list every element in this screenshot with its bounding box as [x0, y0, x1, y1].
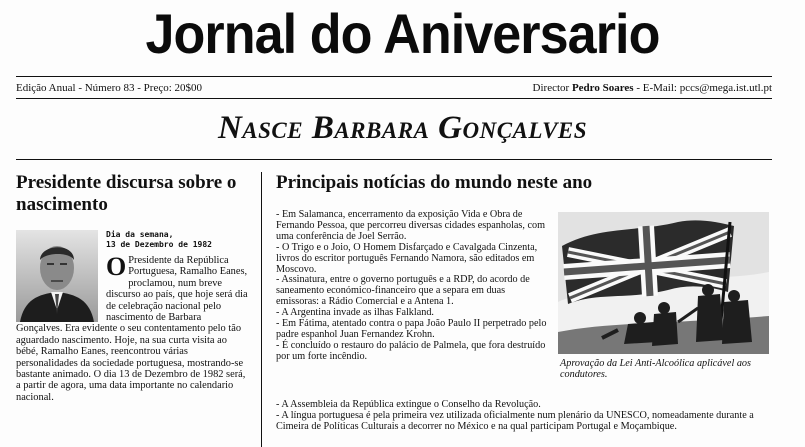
column-divider — [261, 172, 262, 447]
news-item: - O Trigo e o Joio, O Homem Disfarçado e Cavalgada Cinzenta, livros do escritor português Fernando Namora, são editados em Moscovo. — [276, 241, 538, 275]
right-article-title: Principais notícias do mundo neste ano — [276, 172, 593, 193]
masthead — [0, 0, 805, 70]
info-bar — [16, 81, 772, 95]
soldiers-flag-photo-icon — [558, 212, 769, 354]
info-rule — [16, 98, 772, 99]
newspaper-title: Jornal do Aniversario — [145, 2, 660, 65]
left-article-title: Presidente discursa sobre o nascimento — [16, 172, 237, 215]
left-article-body — [16, 252, 248, 403]
headline-rule — [16, 159, 772, 160]
news-list — [276, 210, 550, 363]
left-article-header — [16, 172, 248, 216]
news-item: - A Argentina invade as ilhas Falkland. — [276, 307, 434, 319]
top-rule — [16, 76, 772, 77]
news-item: - Em Salamanca, encerramento da exposição Vida e Obra de Fernando Pessoa, que percorreu diversas cidades espanholas, com uma conferência de Joel Serrão. — [276, 209, 546, 242]
left-article-text: Presidente da República Portuguesa, Ramalho Eanes, proclamou, num breve discurso ao país, que hoje será dia de celebração nacional pelo nascimento de Barbara Gonçalves. Era evidente o seu contentamento pelo tão aguardado nascimento. Hoje, na sua curta visita ao bébé, Ramalho Eanes, reencontrou várias personalidades da sociedade portuguesa, mostrando-se bastante animado. O dia 13 de Dezembro de 1982 será, a partir de agora, uma data importante no calendario nacional. — [16, 255, 248, 403]
director-info — [533, 82, 772, 94]
news-item: - É concluído o restauro do palácio de Palmela, que fora destruído por um forte incêndio. — [276, 339, 546, 362]
image-wrap-spacer — [16, 255, 106, 323]
photo-caption: Aprovação da Lei Anti-Alcoólica aplicável aos condutores. — [560, 358, 751, 380]
dateline-weekday: Dia da semana, — [106, 230, 174, 239]
email-link[interactable]: - E-Mail: pccs@mega.ist.utl.pt — [636, 82, 772, 94]
main-headline: Nasce Barbara Gonçalves — [217, 110, 588, 146]
news-item: - A língua portuguesa é pela primeira vez utilizada oficialmente num plenário da UNESCO, nomeadamente durante a Cimeira de Políticas Culturais a decorrer no México e na qual participam Portugal e Moçambique. — [276, 409, 754, 432]
dateline-date: 13 de Dezembro de 1982 — [106, 240, 212, 249]
edition-info: Edição Anual - Número 83 - Preço: 20$00 — [16, 82, 203, 94]
dropcap: O — [106, 252, 127, 281]
right-article-header — [276, 172, 776, 194]
dateline — [106, 230, 256, 250]
photo-graphic — [558, 212, 769, 354]
news-item: - Assinatura, entre o governo português e a RDP, do acordo de saneamento económico-financeiro que a separa em duas emissoras: a Rádio Comercial e a Antena 1. — [276, 274, 530, 308]
news-list-wide — [276, 400, 776, 433]
news-item: - A Assembleia da República extingue o Conselho da Revolução. — [276, 399, 541, 410]
news-item: - Em Fátima, atentado contra o papa João Paulo II perpetrado pelo padre espanhol Juan Fernandez Krohn. — [276, 318, 547, 340]
director-label: Director — [532, 82, 570, 94]
director-name: Pedro Soares — [571, 82, 634, 94]
